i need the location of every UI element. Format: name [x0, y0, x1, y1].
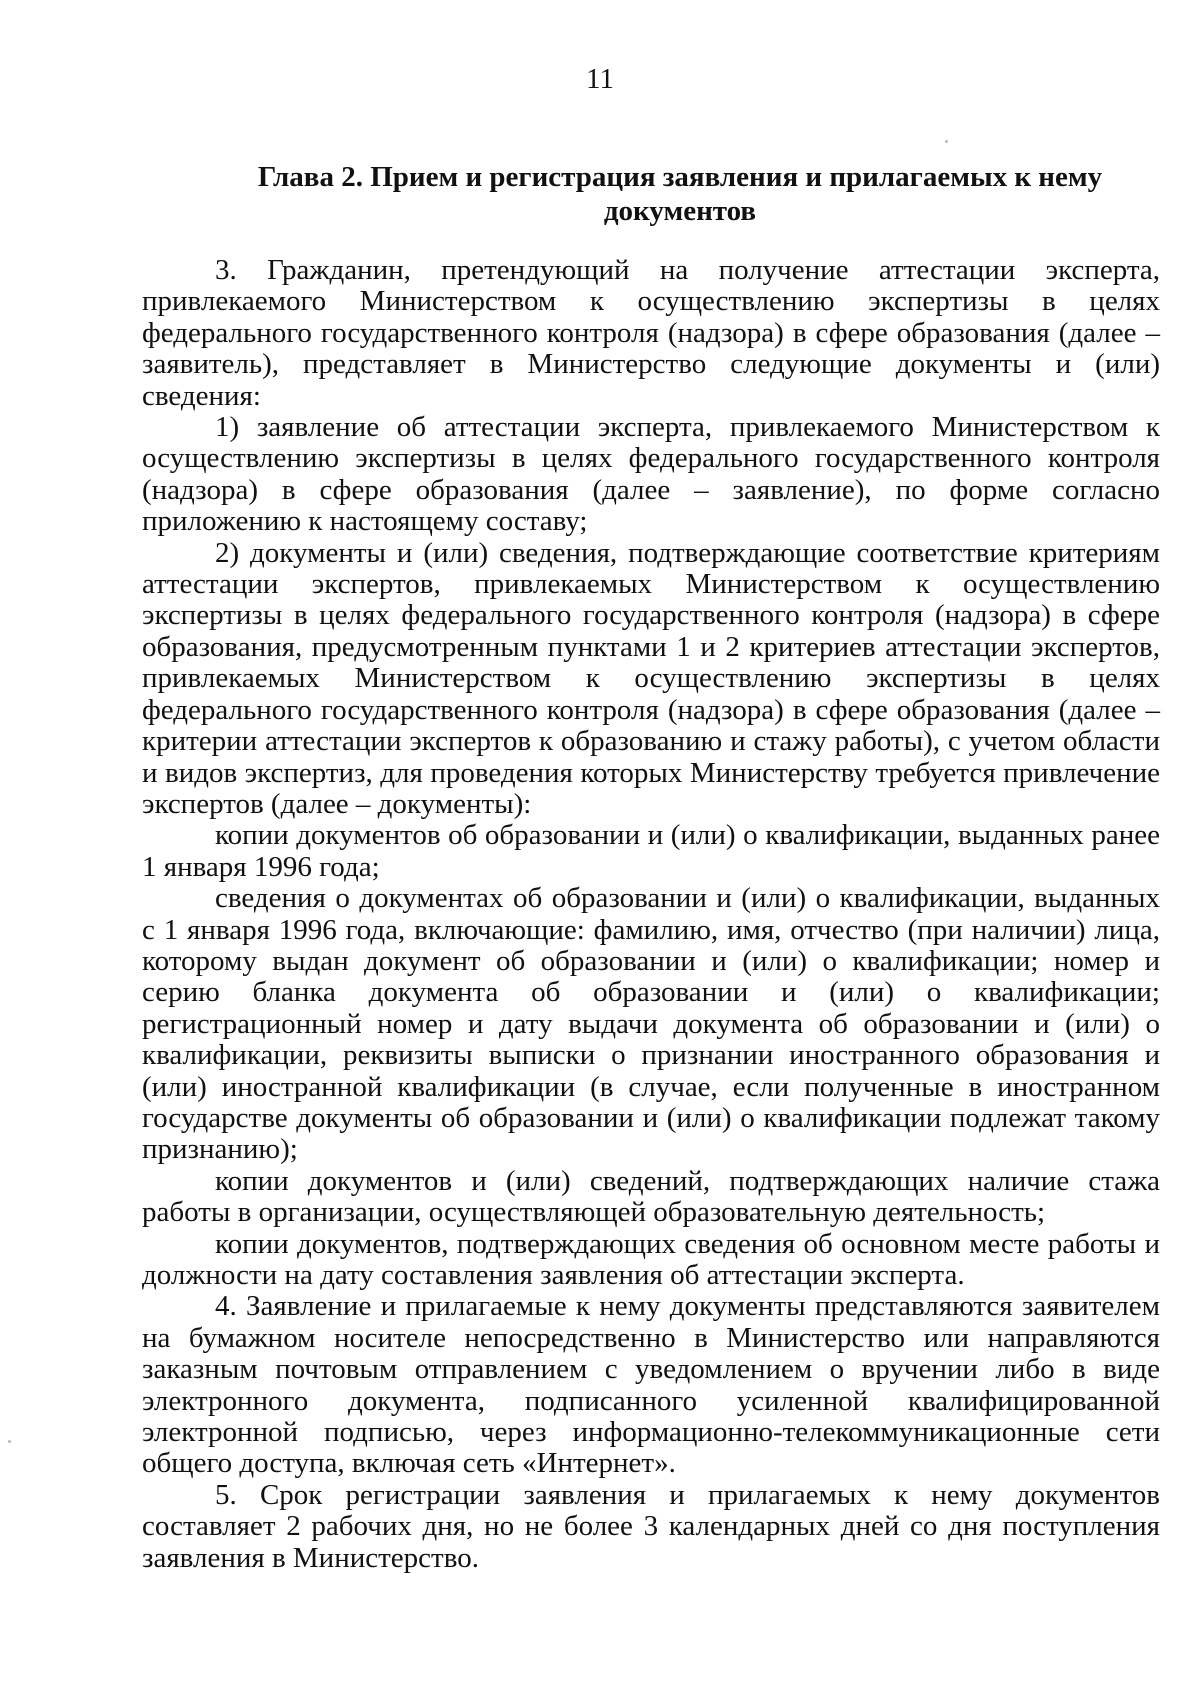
document-body — [142, 255, 1160, 1574]
chapter-title: Глава 2. Прием и регистрация заявления и прилагаемых к нему документов — [257, 161, 1103, 227]
scan-speck — [8, 1440, 11, 1443]
paragraph-3-item-1: 1) заявление об аттестации эксперта, привлекаемого Министерством к осуществлению экспертизы в целях федерального государственного контроля (надзора) в сфере образования (далее – заявление), по форме согласно приложению к настоящему составу; — [142, 411, 1160, 538]
page-number: 11 — [586, 63, 614, 95]
list-item-info-post-1996: сведения о документах об образовании и (или) о квалификации, выданных с 1 января 1996 года, включающие: фамилию, имя, отчество (при наличии) лица, которому выдан документ об образовании и (или) о квалификации; номер и серию бланка документа об образовании и (или) о квалификации; регистрационный номер и дату выдачи документа об образовании и (или) о квалификации, реквизиты выписки о признании иностранного образования и (или) иностранной квалификации (в случае, если полученные в иностранном государстве документы об образовании и (или) о квалификации подлежат такому признанию); — [142, 882, 1160, 1166]
paragraph-3: 3. Гражданин, претендующий на получение аттестации эксперта, привлекаемого Министерством к осуществлению экспертизы в целях федерального государственного контроля (надзора) в сфере образования (далее – заявитель), представляет в Министерство следующие документы и (или) сведения: — [142, 254, 1160, 412]
paragraph-3-item-2: 2) документы и (или) сведения, подтверждающие соответствие критериям аттестации экспертов, привлекаемых Министерством к осуществлению экспертизы в целях федерального государственного контроля (надзора) в сфере образования, предусмотренным пунктами 1 и 2 критериев аттестации экспертов, привлекаемых Министерством к осуществлению экспертизы в целях федерального государственного контроля (надзора) в сфере образования (далее – критерии аттестации экспертов к образованию и стажу работы), с учетом области и видов экспертиз, для проведения которых Министерству требуется привлечение экспертов (далее – документы): — [142, 536, 1160, 820]
paragraph-4: 4. Заявление и прилагаемые к нему документы представляются заявителем на бумажном носителе непосредственно в Министерство или направляются заказным почтовым отправлением с уведомлением о вручении либо в виде электронного документа, подписанного усиленной квалифицированной электронной подписью, через информационно-телекоммуникационные сети общего доступа, включая сеть «Интернет». — [142, 1290, 1160, 1480]
list-item-copies-pre-1996: копии документов об образовании и (или) о квалификации, выданных ранее 1 января 1996 года; — [142, 819, 1160, 883]
paragraph-5: 5. Срок регистрации заявления и прилагаемых к нему документов составляет 2 рабочих дня, но не более 3 календарных дней со дня поступления заявления в Министерство. — [142, 1478, 1160, 1574]
scan-speck — [945, 140, 948, 143]
list-item-work-experience: копии документов и (или) сведений, подтверждающих наличие стажа работы в организации, осуществляющей образовательную деятельность; — [142, 1164, 1160, 1229]
list-item-main-workplace: копии документов, подтверждающих сведения об основном месте работы и должности на дату составления заявления об аттестации эксперта. — [142, 1227, 1160, 1291]
